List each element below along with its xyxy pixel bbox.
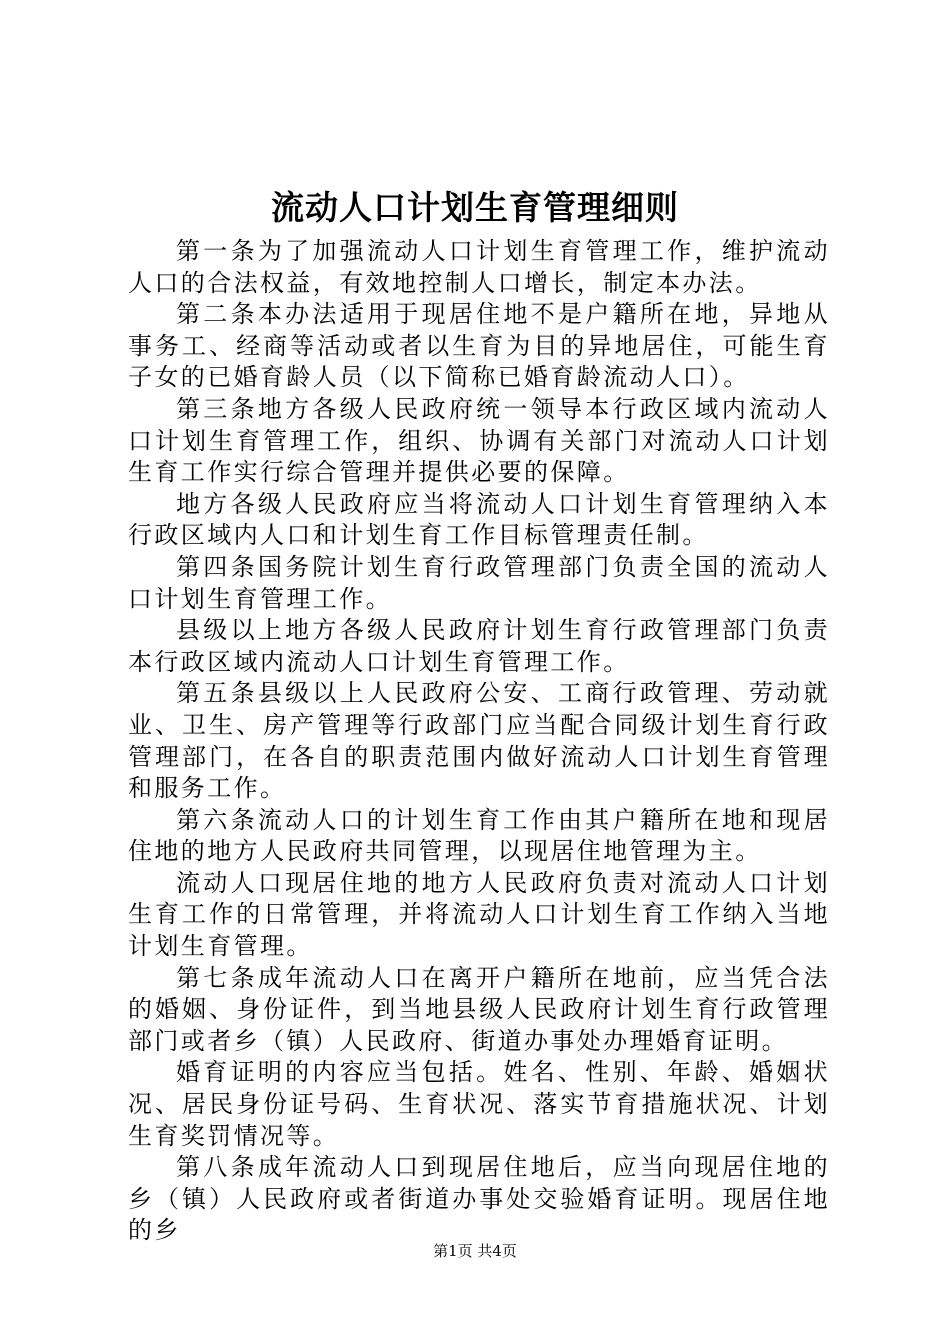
- paragraph-article-3: 第三条地方各级人民政府统一领导本行政区域内流动人口计划生育管理工作，组织、协调有关部门对流动人口计划生育工作实行综合管理并提供必要的保障。: [128, 394, 830, 487]
- paragraph-article-8: 第八条成年流动人口到现居住地后，应当向现居住地的乡（镇）人民政府或者街道办事处交验婚育证明。现居住地的乡: [128, 1153, 830, 1245]
- paragraph-article-5: 第五条县级以上人民政府公安、工商行政管理、劳动就业、卫生、房产管理等行政部门应当配合同级计划生育行政管理部门，在各自的职责范围内做好流动人口计划生育管理和服务工作。: [128, 679, 830, 803]
- document-body: [128, 236, 830, 1247]
- paragraph-article-6-cont: 流动人口现居住地的地方人民政府负责对流动人口计划生育工作的日常管理，并将流动人口计划生育工作纳入当地计划生育管理。: [128, 868, 830, 961]
- paragraph-article-4: 第四条国务院计划生育行政管理部门负责全国的流动人口计划生育管理工作。: [128, 552, 830, 613]
- paragraph-article-3-cont: 地方各级人民政府应当将流动人口计划生育管理纳入本行政区域内人口和计划生育工作目标管理责任制。: [128, 489, 830, 550]
- paragraph-article-7-cont: 婚育证明的内容应当包括。姓名、性别、年龄、婚姻状况、居民身份证号码、生育状况、落实节育措施状况、计划生育奖罚情况等。: [128, 1058, 830, 1150]
- document-title: 流动人口计划生育管理细则: [271, 188, 679, 227]
- paragraph-article-2: 第二条本办法适用于现居住地不是户籍所在地，异地从事务工、经商等活动或者以生育为目的异地居住，可能生育子女的已婚育龄人员（以下简称已婚育龄流动人口）。: [128, 300, 830, 392]
- paragraph-article-7: 第七条成年流动人口在离开户籍所在地前，应当凭合法的婚姻、身份证件，到当地县级人民政府计划生育行政管理部门或者乡（镇）人民政府、街道办事处办理婚育证明。: [128, 963, 830, 1055]
- paragraph-article-1: 第一条为了加强流动人口计划生育管理工作，维护流动人口的合法权益，有效地控制人口增长，制定本办法。: [128, 237, 830, 297]
- paragraph-article-4-cont: 县级以上地方各级人民政府计划生育行政管理部门负责本行政区域内流动人口计划生育管理工作。: [128, 616, 830, 676]
- page-footer: 第1页 共4页: [433, 1242, 517, 1260]
- paragraph-article-6: 第六条流动人口的计划生育工作由其户籍所在地和现居住地的地方人民政府共同管理，以现居住地管理为主。: [128, 805, 830, 866]
